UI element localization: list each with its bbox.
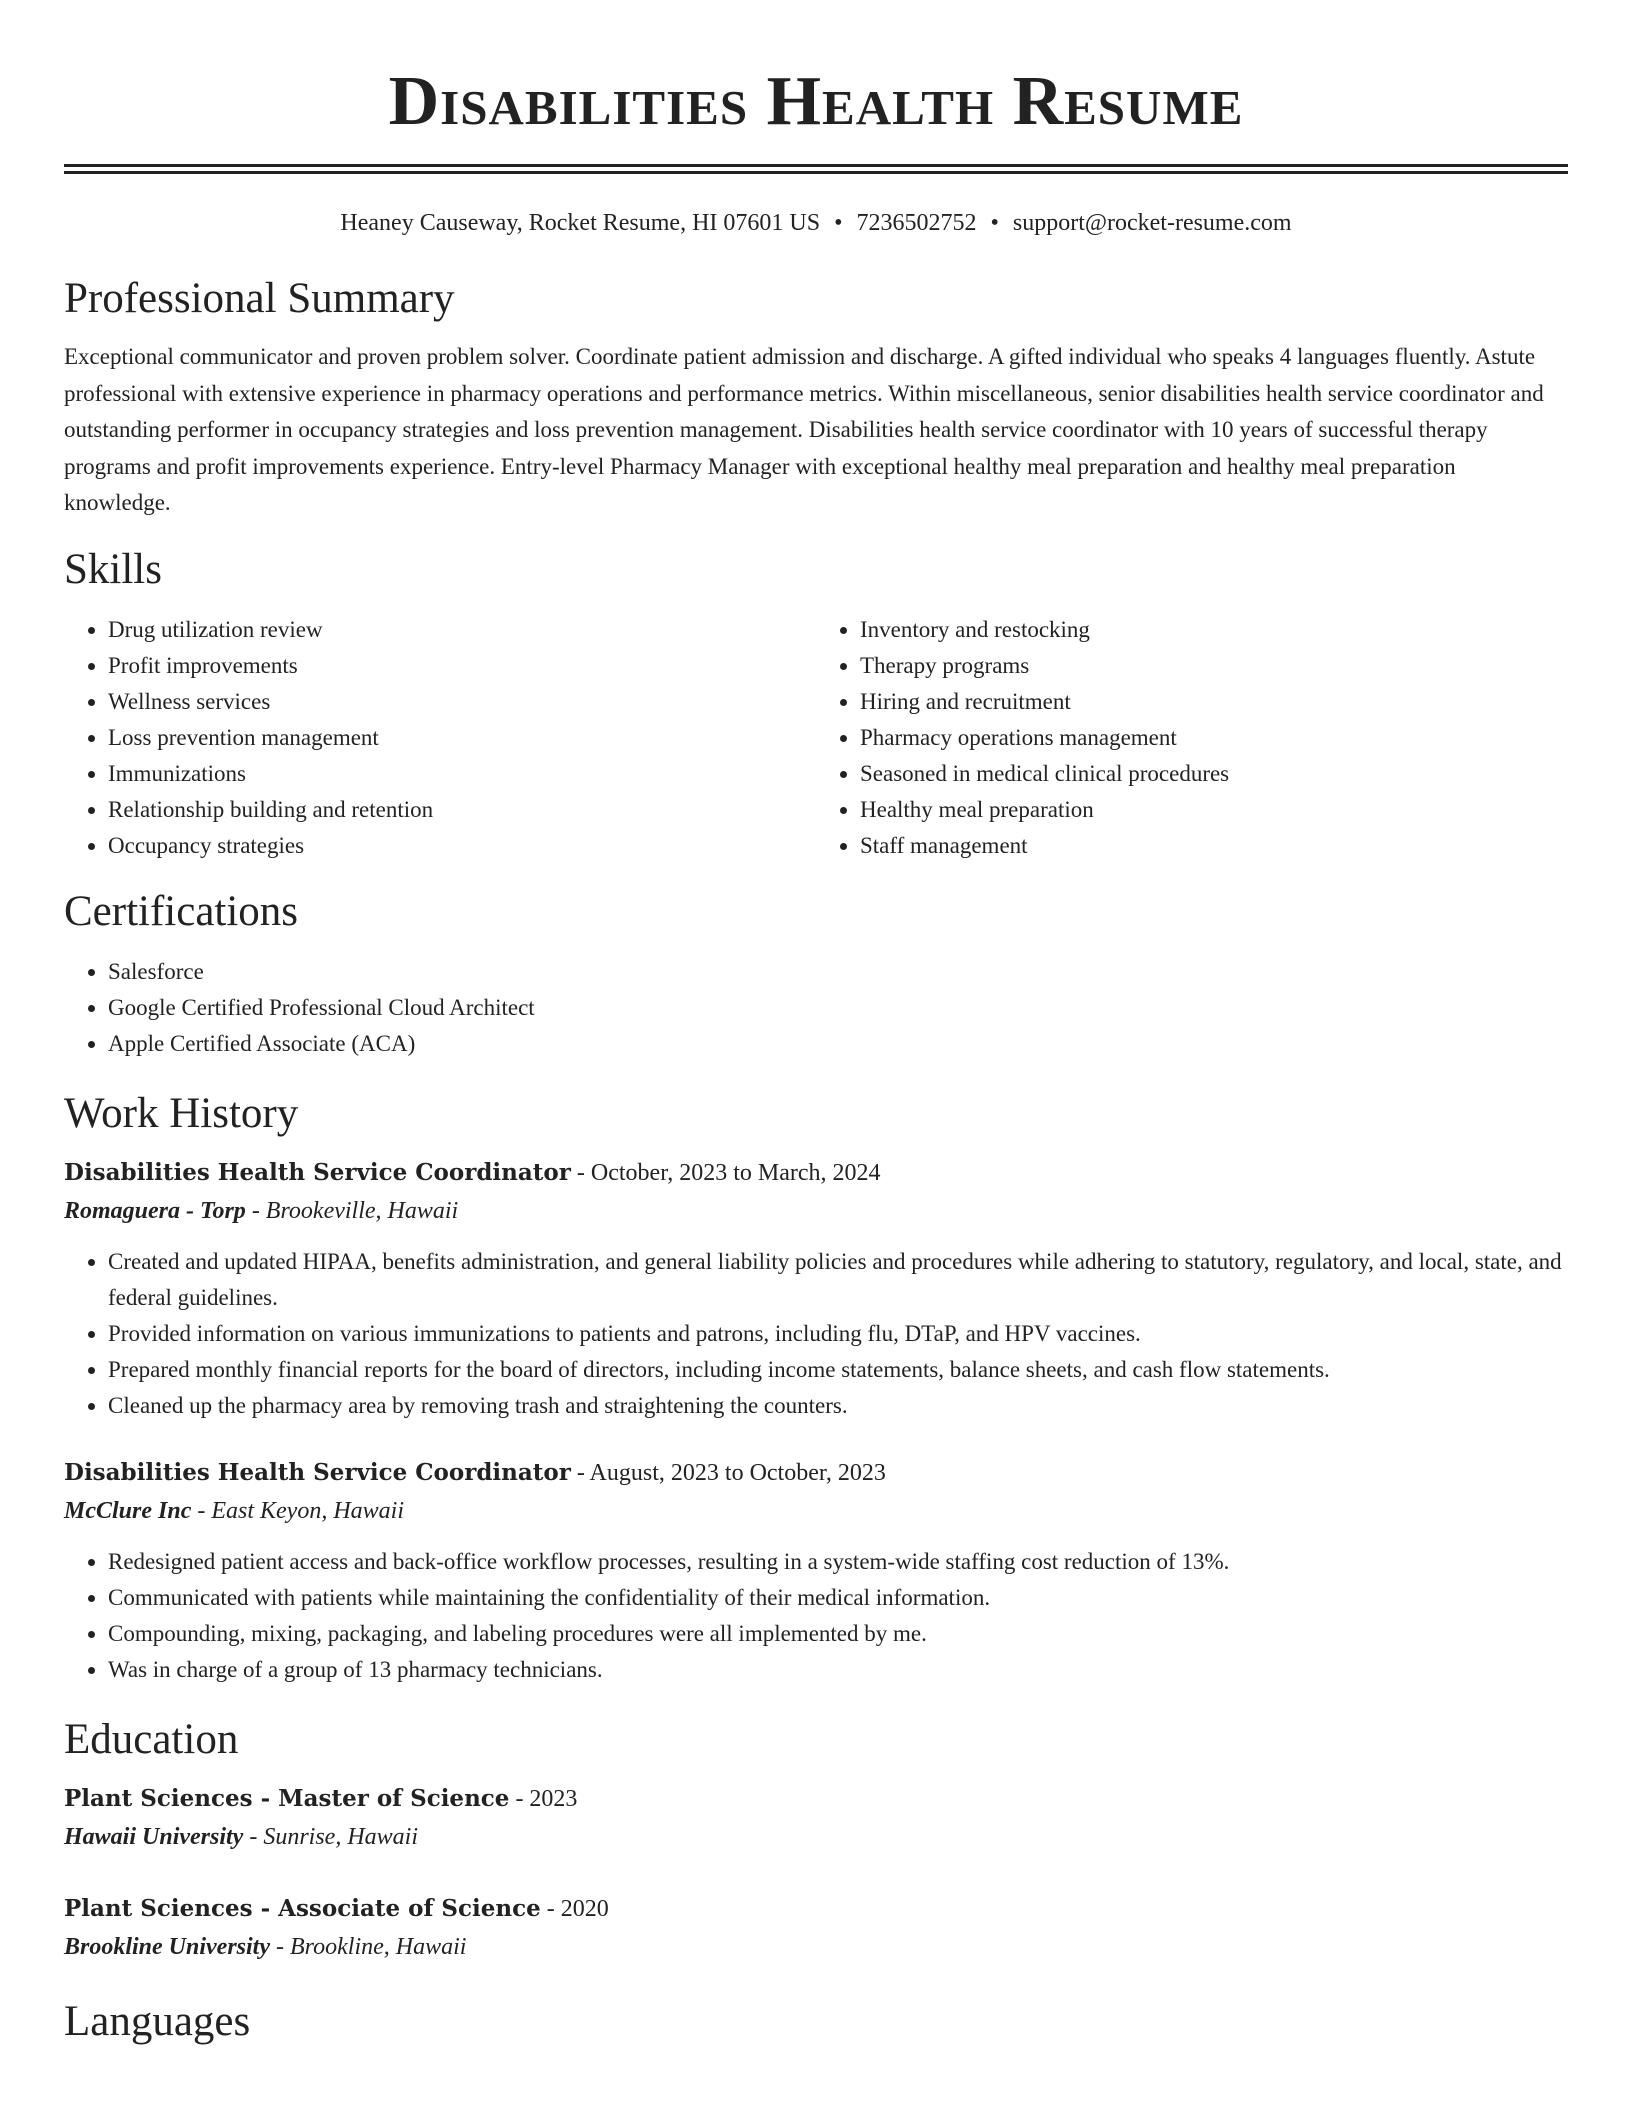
certifications-list <box>64 954 1568 1062</box>
skill-item: • Immunizations <box>108 756 816 792</box>
education-year: - 2020 <box>540 1895 609 1922</box>
education-school-line <box>64 1818 1568 1856</box>
job-bullet: • Redesigned patient access and back-office workflow processes, resulting in a system-wide staffing cost reduction of 13%. <box>108 1544 1568 1580</box>
certification-item: • Salesforce <box>108 954 1568 990</box>
skill-item: • Therapy programs <box>860 648 1568 684</box>
job-title: Disabilities Health Service Coordinator <box>64 1158 571 1186</box>
job-bullet: • Compounding, mixing, packaging, and labeling procedures were all implemented by me. <box>108 1616 1568 1652</box>
skill-item: • Wellness services <box>108 684 816 720</box>
education-location: - Brookline, Hawaii <box>270 1933 467 1960</box>
education-entry <box>64 1890 1568 1966</box>
summary-heading: Professional Summary <box>64 275 455 322</box>
resume-title: Disabilities Health Resume <box>388 63 1244 140</box>
languages-heading: Languages <box>64 1997 251 2045</box>
job-bullet: • Created and updated HIPAA, benefits administration, and general liability policies and procedures while adhering to statutory, regulatory, and local, state, and federal guidelines. <box>108 1244 1568 1316</box>
skill-item: • Relationship building and retention <box>108 792 816 828</box>
work-history-heading: Work History <box>64 1089 299 1137</box>
job-dates: - October, 2023 to March, 2024 <box>570 1159 881 1186</box>
education-degree: Plant Sciences - Master of Science <box>64 1784 510 1812</box>
skill-item: • Profit improvements <box>108 648 816 684</box>
contact-separator: • <box>834 210 843 236</box>
summary-text: Exceptional communicator and proven problem solver. Coordinate patient admission and discharge. A gifted individual who speaks 4 languages fluently. Astute professional with extensive experience in pharmacy operations and performance metrics. Within miscellaneous, senior disabilities health service coordinator and outstanding performer in occupancy strategies and loss prevention management. Disabilities health service coordinator with 10 years of successful therapy programs and profit improvements experience. Entry-level Pharmacy Manager with exceptional healthy meal preparation and healthy meal preparation knowledge. <box>64 344 1544 515</box>
education-school: Hawaii University <box>64 1823 244 1850</box>
job-title: Disabilities Health Service Coordinator <box>64 1458 571 1486</box>
skill-item: • Inventory and restocking <box>860 612 1568 648</box>
skill-item: • Staff management <box>860 828 1568 864</box>
education-school: Brookline University <box>64 1933 271 1960</box>
job-company: McClure Inc <box>64 1497 192 1524</box>
resume-page <box>64 0 1568 2050</box>
job-dates: - August, 2023 to October, 2023 <box>570 1459 886 1486</box>
title-divider-thin <box>64 171 1568 174</box>
education-location: - Sunrise, Hawaii <box>243 1823 419 1850</box>
education-heading: Education <box>64 1715 239 1763</box>
skill-item: • Drug utilization review <box>108 612 816 648</box>
job-entry <box>64 1154 1568 1424</box>
certification-item: • Apple Certified Associate (ACA) <box>108 1026 1568 1062</box>
contact-line <box>64 208 1568 238</box>
education-degree-line <box>64 1780 1568 1818</box>
job-location: - East Keyon, Hawaii <box>191 1497 405 1524</box>
job-bullet: • Was in charge of a group of 13 pharmacy technicians. <box>108 1652 1568 1688</box>
job-bullets <box>64 1244 1568 1424</box>
skills-list-right <box>816 612 1568 864</box>
job-bullet: • Communicated with patients while maintaining the confidentiality of their medical information. <box>108 1580 1568 1616</box>
job-heading <box>64 1454 1568 1492</box>
job-bullet: • Prepared monthly financial reports for the board of directors, including income statements, balance sheets, and cash flow statements. <box>108 1352 1568 1388</box>
skills-grid <box>64 612 1568 864</box>
job-company: Romaguera - Torp <box>64 1197 246 1224</box>
skill-item: • Occupancy strategies <box>108 828 816 864</box>
job-bullet: • Cleaned up the pharmacy area by removing trash and straightening the counters. <box>108 1388 1568 1424</box>
skill-item: • Loss prevention management <box>108 720 816 756</box>
job-entry <box>64 1454 1568 1688</box>
skill-item: • Healthy meal preparation <box>860 792 1568 828</box>
job-bullets <box>64 1544 1568 1688</box>
contact-phone: 7236502752 <box>856 210 977 236</box>
skill-item: • Hiring and recruitment <box>860 684 1568 720</box>
education-year: - 2023 <box>509 1785 578 1812</box>
title-divider-thick <box>64 164 1568 167</box>
skill-item: • Pharmacy operations management <box>860 720 1568 756</box>
contact-email: support@rocket-resume.com <box>1012 210 1292 236</box>
education-degree: Plant Sciences - Associate of Science <box>64 1894 541 1922</box>
contact-separator: • <box>990 210 999 236</box>
certification-item: • Google Certified Professional Cloud Architect <box>108 990 1568 1026</box>
skills-list-left <box>64 612 816 864</box>
certifications-heading: Certifications <box>64 887 299 935</box>
education-entry <box>64 1780 1568 1856</box>
education-degree-line <box>64 1890 1568 1928</box>
job-employer <box>64 1192 1568 1230</box>
job-location: - Brookeville, Hawaii <box>245 1197 459 1224</box>
skill-item: • Seasoned in medical clinical procedures <box>860 756 1568 792</box>
job-bullet: • Provided information on various immunizations to patients and patrons, including flu, DTaP, and HPV vaccines. <box>108 1316 1568 1352</box>
education-school-line <box>64 1928 1568 1966</box>
skills-heading: Skills <box>64 545 162 593</box>
contact-address: Heaney Causeway, Rocket Resume, HI 07601 US <box>340 210 821 236</box>
job-employer <box>64 1492 1568 1530</box>
job-heading <box>64 1154 1568 1192</box>
